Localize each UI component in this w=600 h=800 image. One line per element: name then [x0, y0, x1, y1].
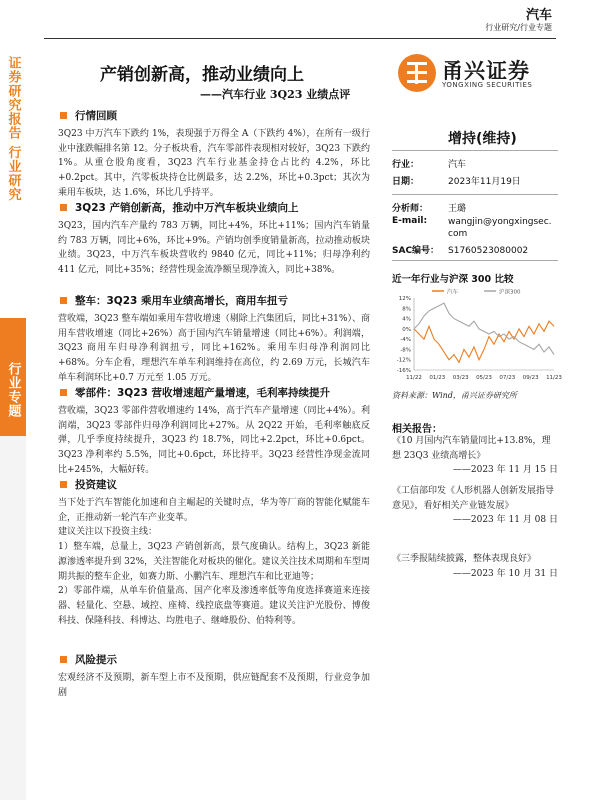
meta-industry-value: 汽车 — [448, 160, 467, 170]
company-logo — [398, 54, 558, 94]
meta-email — [392, 216, 558, 240]
section-investment-advice — [58, 477, 370, 628]
meta-email-label: E-mail: — [392, 216, 428, 226]
related-report-title[interactable]: 《三季报陆续披露，整体表现良好》 — [392, 554, 537, 564]
series-line — [414, 303, 554, 355]
y-tick-label: 8% — [402, 306, 411, 313]
square-bullet-icon — [60, 297, 67, 304]
related-report-item[interactable] — [392, 484, 558, 528]
section-production-sales — [58, 200, 370, 278]
chart-source: 资料来源：Wind，甬兴证券研究所 — [392, 391, 517, 400]
y-tick-label: 12% — [398, 296, 411, 302]
section-body: 3Q23，国内汽车产量约 783 万辆，同比+4%，环比+11%；国内汽车销量约 783 万辆，同比+6%，环比+9%。产销均创季度销量新高，拉动推动板块业绩。3Q23，中万汽车板块营收约 9840 亿元，同比+11%；归母净利约 411 亿元，同比+35%；经营性现金流净额呈现净流入，同比+38%。 — [58, 221, 370, 276]
related-report-date: ——2023 年 11 月 15 日 — [452, 465, 558, 475]
section-heading-text: 零部件：3Q23 营收增速超产量增速，毛利率持续提升 — [75, 387, 330, 399]
square-bullet-icon — [60, 656, 67, 663]
meta-sac-value: S1760523080002 — [448, 246, 529, 256]
legend-label: 沪深300 — [499, 289, 521, 296]
logo-text-en: YONGXING SECURITIES — [442, 81, 533, 89]
section-components — [58, 385, 370, 478]
x-tick-label: 07/23 — [499, 375, 516, 381]
x-tick-label: 09/23 — [522, 375, 539, 381]
related-report-title[interactable]: 《10 月国内汽车销量同比+13.8%，理想 23Q3 业绩高增长》 — [392, 436, 551, 461]
section-heading — [58, 652, 370, 667]
meta-industry-label: 行业： — [392, 160, 420, 170]
related-report-title[interactable]: 《工信部印发《人形机器人创新发展指导意见》，看好相关产业链发展》 — [392, 486, 555, 511]
page-subtitle: ——汽车行业 3Q23 业绩点评 — [200, 88, 351, 101]
section-body: 宏观经济不及预期，新车型上市不及预期，供应链配套不及预期，行业竞争加剧 — [58, 673, 370, 698]
related-report-item[interactable] — [392, 434, 558, 478]
meta-analyst-value: 王璐 — [448, 204, 467, 214]
x-tick-label: 01/23 — [429, 375, 446, 381]
rating-divider — [392, 150, 558, 151]
section-heading — [58, 200, 370, 215]
section-vehicles — [58, 293, 370, 386]
meta-sac-label: SAC编号： — [392, 246, 440, 256]
x-tick-label: 11/23 — [546, 375, 562, 381]
x-tick-label: 03/23 — [452, 375, 469, 381]
side-tab-filler — [0, 436, 26, 800]
section-body: 当下处于汽车智能化加速和自主崛起的关键时点，华为等厂商的智能化赋能车企，正推动新一轮汽车产业变革。 建议关注以下投资主线： 1）整车端，总量上，3Q23 产销创新高，景气度确认。结构上，3Q23 新能源渗透率提升到 32%，关注智能化对板块的催化。建议关注技术周期和车型周期共振的整车企业，如赛力斯、小鹏汽车、理想汽车和比亚迪等； 2）零部件端，从单车价值量高、国产化率及渗透率低等角度选择赛道来连接器、轻量化、空悬、域控、座椅、线控底盘等赛道。建议关注沪光股份、博俊科技、保隆科技、科博达、均胜电子、继峰股份、伯特利等。 — [58, 498, 370, 626]
meta-date — [392, 174, 521, 187]
side-tab-mid-label: 行业专题 — [5, 362, 21, 418]
meta-divider — [392, 260, 558, 261]
section-heading-text: 行情回顾 — [75, 110, 117, 122]
meta-analyst-label: 分析师： — [392, 204, 429, 214]
section-heading — [58, 293, 370, 308]
y-tick-label: 4% — [402, 316, 411, 323]
section-risk — [58, 652, 370, 700]
page-title: 产销创新高，推动业绩向上 — [100, 65, 304, 85]
meta-email-value[interactable]: wangjin@yongxingsec.com — [448, 217, 552, 239]
section-heading-text: 整车：3Q23 乘用车业绩高增长，商用车扭亏 — [75, 295, 288, 307]
square-bullet-icon — [60, 204, 67, 211]
y-tick-label: -4% — [400, 337, 411, 344]
rating-badge: 增持(维持) — [448, 131, 517, 147]
section-heading — [58, 385, 370, 400]
section-body: 营收端，3Q23 整车端如乘用车营收增速（剔除上汽集团后，同比+31%）、商用车营收增速（同比+26%）高于国内汽车销量增速（同比+6%）。利润端，3Q23 商用车归母净利润扭亏，同比+162%。乘用车归母净利润同比+68%。分车企看，理想汽车单车利润维持在高位，约 2.69 万元，长城汽车单车利润环比+0.7 万元至 1.05 万元。 — [58, 314, 370, 383]
x-tick-label: 11/22 — [406, 375, 422, 381]
meta-date-label: 日期： — [392, 177, 420, 187]
side-tab-report-type — [0, 48, 26, 210]
meta-divider — [392, 194, 558, 195]
section-heading-text: 投资建议 — [75, 479, 117, 491]
related-report-date: ——2023 年 11 月 08 日 — [452, 515, 558, 525]
side-tab-topic — [0, 318, 26, 436]
related-reports-heading: 相关报告： — [392, 424, 442, 435]
y-tick-label: 0% — [402, 326, 411, 333]
meta-date-value: 2023年11月19日 — [448, 177, 521, 187]
section-body: 营收端，3Q23 零部件营收增速约 14%，高于汽车产量增速（同比+4%）。利润端，3Q23 零部件归母净利润同比+27%。从 2Q22 开始，毛利率触底反弹，几乎季度持续提升，3Q23 约 18.7%，同比+2.2pct，环比+0.6pct。3Q23 净利率约 5.5%，同比+0.6pct，环比持平。3Q23 经营性净现金流同比+245%，大幅好转。 — [58, 406, 370, 475]
logo-mark-icon — [398, 54, 436, 92]
comparison-line-chart — [392, 286, 562, 386]
y-tick-label: -12% — [396, 357, 411, 364]
side-tab-top-label: 证券研究报告 行业研究 — [5, 56, 21, 202]
square-bullet-icon — [60, 389, 67, 396]
square-bullet-icon — [60, 112, 67, 119]
related-report-item[interactable] — [392, 552, 558, 581]
meta-analyst — [392, 201, 466, 214]
header-divider — [44, 38, 556, 39]
x-tick-label: 05/23 — [476, 375, 492, 381]
header-report-type: 行业研究/行业专题 — [485, 23, 552, 32]
section-heading — [58, 108, 370, 123]
section-body: 3Q23 中万汽车下跌约 1%，表现强于万得全 A（下跌约 4%），在所有一级行业中涨跌幅排名第 12。分子板块看，汽车零部件表现相对较好，3Q23 下跌约 1%。从重仓股角度看，3Q23 汽车行业基金持仓占比约 4.2%，环比+0.2pct。其中，汽零板块持仓比例最多，达 2.2%，环比+0.3pct；其次为乘用车板块，达 1.6%，环比几乎持平。 — [58, 129, 370, 198]
related-report-date: ——2023 年 10 月 31 日 — [452, 568, 558, 579]
series-line — [414, 321, 554, 362]
section-market-review — [58, 108, 370, 201]
meta-sac — [392, 243, 528, 256]
section-heading-text: 3Q23 产销创新高，推动中万汽车板块业绩向上 — [75, 202, 299, 214]
header-category: 汽车 — [525, 8, 552, 23]
legend-label: 汽车 — [447, 289, 459, 296]
y-tick-label: -16% — [396, 368, 411, 374]
y-tick-label: -8% — [400, 347, 411, 354]
logo-text-cn: 甬兴证券 — [442, 59, 530, 83]
meta-industry — [392, 157, 466, 170]
chart-title: 近一年行业与沪深 300 比较 — [392, 274, 514, 285]
square-bullet-icon — [60, 481, 67, 488]
section-heading-text: 风险提示 — [75, 654, 117, 666]
section-heading — [58, 477, 370, 492]
